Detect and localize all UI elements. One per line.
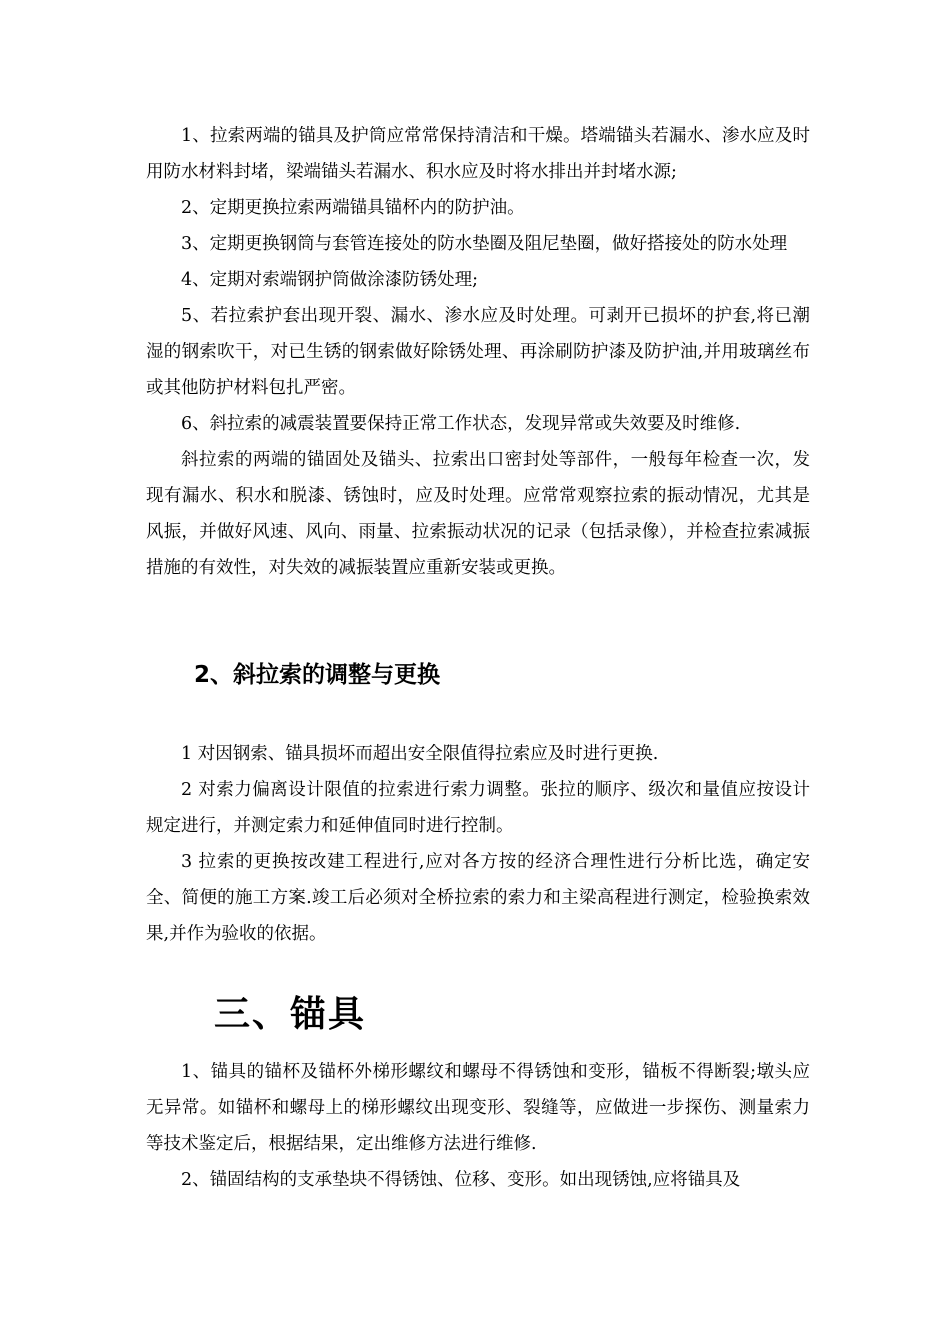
- chapter-heading: 三、锚具: [214, 994, 367, 1035]
- paragraph: 6、斜拉索的减震装置要保持正常工作状态，发现异常或失效要及时维修.: [181, 414, 741, 434]
- section3-body: [146, 1054, 810, 1198]
- paragraph: 3 拉索的更换按改建工程进行,应对各方按的经济合理性进行分析比选，确定安全、简便的施工方案.竣工后必须对全桥拉索的索力和主梁高程进行测定，检验换索效果,并作为验收的依据。: [146, 852, 810, 944]
- paragraph: 1、拉索两端的锚具及护筒应常常保持清洁和干燥。塔端锚头若漏水、渗水应及时用防水材料封堵，梁端锚头若漏水、积水应及时将水排出并封堵水源;: [146, 126, 810, 182]
- section2-body: [146, 736, 810, 952]
- paragraph: 2、定期更换拉索两端锚具锚杯内的防护油。: [181, 198, 525, 218]
- section1-body: [146, 118, 810, 586]
- paragraph: 2、锚固结构的支承垫块不得锈蚀、位移、变形。如出现锈蚀,应将锚具及: [181, 1170, 741, 1190]
- paragraph: 5、若拉索护套出现开裂、漏水、渗水应及时处理。可剥开已损坏的护套,将已潮湿的钢索吹干，对已生锈的钢索做好除锈处理、再涂刷防护漆及防护油,并用玻璃丝布或其他防护材料包扎严密。: [146, 306, 810, 398]
- paragraph: 2 对索力偏离设计限值的拉索进行索力调整。张拉的顺序、级次和量值应按设计规定进行，并测定索力和延伸值同时进行控制。: [146, 780, 810, 836]
- paragraph: 1、锚具的锚杯及锚杯外梯形螺纹和螺母不得锈蚀和变形，锚板不得断裂;墩头应无异常。如锚杯和螺母上的梯形螺纹出现变形、裂缝等，应做进一步探伤、测量索力等技术鉴定后，根据结果，定出维修方法进行维修.: [146, 1062, 810, 1154]
- paragraph: 3、定期更换钢筒与套管连接处的防水垫圈及阻尼垫圈，做好搭接处的防水处理: [181, 234, 788, 254]
- paragraph: 1 对因钢索、锚具损坏而超出安全限值得拉索应及时进行更换.: [181, 744, 659, 764]
- section-heading: 2、斜拉索的调整与更换: [194, 662, 441, 688]
- paragraph: 4、定期对索端钢护筒做涂漆防锈处理;: [181, 270, 479, 290]
- paragraph: 斜拉索的两端的锚固处及锚头、拉索出口密封处等部件，一般每年检查一次，发现有漏水、积水和脱漆、锈蚀时，应及时处理。应常常观察拉索的振动情况，尤其是风振，并做好风速、风向、雨量、拉索振动状况的记录（包括录像），并检查拉索减振措施的有效性，对失效的减振装置应重新安装或更换。: [146, 450, 810, 578]
